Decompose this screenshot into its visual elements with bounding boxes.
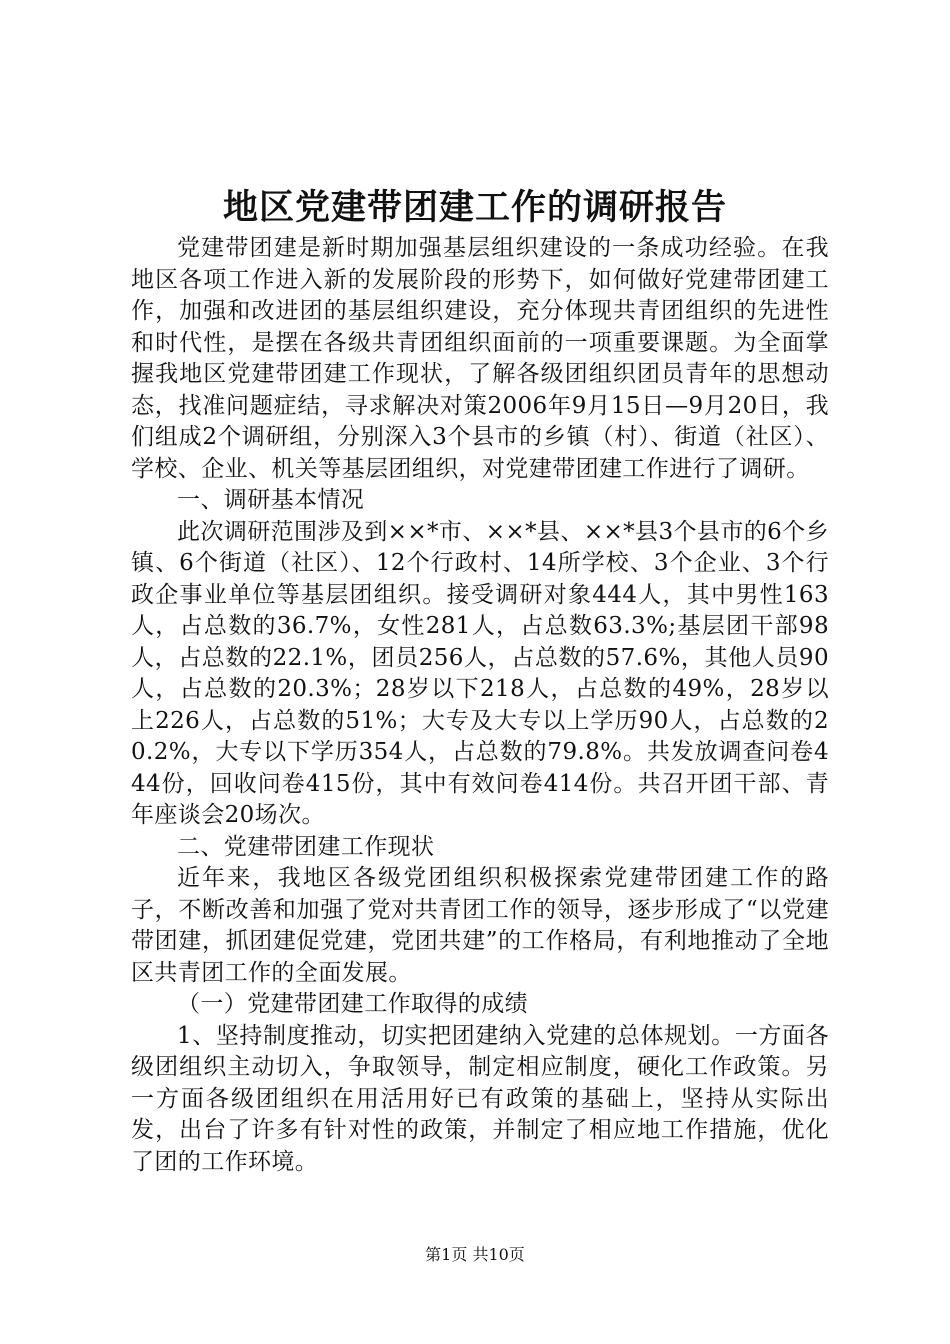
paragraph-basic-info: 此次调研范围涉及到××*市、××*县、××*县3个县市的6个乡镇、6个街道（社区）、12个行政村、14所学校、3个企业、3个行政企事业单位等基层团组织。接受调研对象444人，其中男性163人，占总数的36.7%，女性281人，占总数63.3%;基层团干部98人，占总数的22.1%，团员256人，占总数的57.6%，其他人员90人，占总数的20.3%；28岁以下218人，占总数的49%，28岁以上226人，占总数的51%；大专及大专以上学历90人，占总数的20.2%，大专以下学历354人，占总数的79.8%。共发放调查问卷444份，回收问卷415份，其中有效问卷414份。共召开团干部、青年座谈会20场次。 (131, 518, 829, 828)
document-body (131, 233, 829, 1178)
paragraph-status: 近年来，我地区各级党团组织积极探索党建带团建工作的路子，不断改善和加强了党对共青团工作的领导，逐步形成了“以党建带团建，抓团建促党建，党团共建”的工作格局，有利地推动了全地区共青团工作的全面发展。 (131, 865, 829, 986)
heading-subsection-1: （一）党建带团建工作取得的成绩 (177, 991, 528, 1017)
document-title: 地区党建带团建工作的调研报告 (222, 187, 727, 228)
page-footer: 第1页 共10页 (425, 1245, 525, 1264)
paragraph-achievement-1: 1、坚持制度推动，切实把团建纳入党建的总体规划。一方面各级团组织主动切入，争取领导，制定相应制度，硬化工作政策。另一方面各级团组织在用活用好已有政策的基础上，坚持从实际出发，出台了许多有针对性的政策，并制定了相应地工作措施，优化了团的工作环境。 (131, 1022, 829, 1175)
paragraph-intro: 党建带团建是新时期加强基层组织建设的一条成功经验。在我地区各项工作进入新的发展阶段的形势下，如何做好党建带团建工作，加强和改进团的基层组织建设，充分体现共青团组织的先进性和时代性，是摆在各级共青团组织面前的一项重要课题。为全面掌握我地区党建带团建工作现状，了解各级团组织团员青年的思想动态，找准问题症结，寻求解决对策2006年9月15日—9月20日，我们组成2个调研组，分别深入3个县市的乡镇（村）、街道（社区）、学校、企业、机关等基层团组织，对党建带团建工作进行了调研。 (131, 235, 829, 482)
heading-section-1: 一、调研基本情况 (177, 487, 365, 513)
heading-section-2: 二、党建带团建工作现状 (177, 833, 435, 860)
